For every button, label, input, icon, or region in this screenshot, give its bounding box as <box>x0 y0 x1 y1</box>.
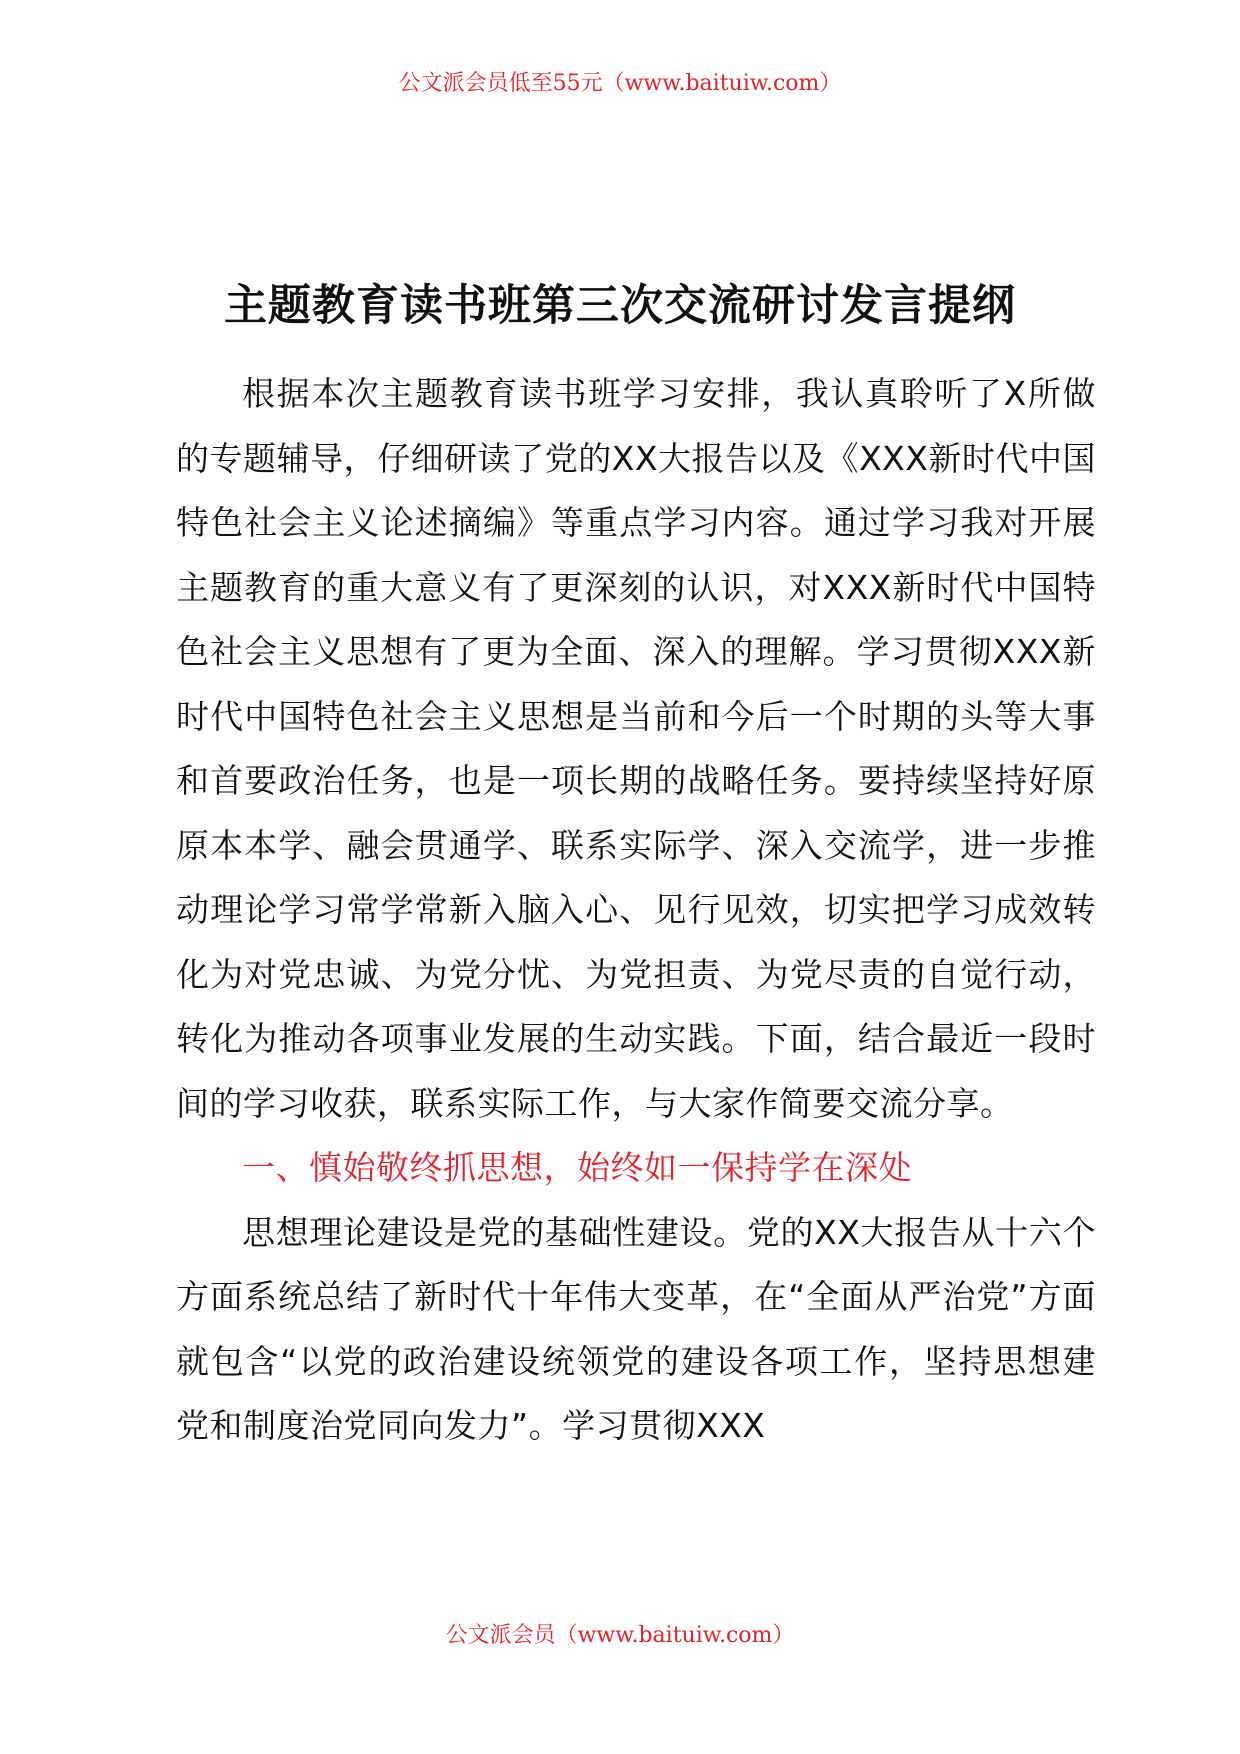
section-heading-1: 一、慎始敬终抓思想，始终如一保持学在深处 <box>242 1148 912 1187</box>
footer-watermark-note: 公文派会员（www.baituiw.com） <box>445 1623 795 1648</box>
document-body <box>176 362 1096 1459</box>
intro-paragraph: 根据本次主题教育读书班学习安排，我认真聆听了X所做的专题辅导，仔细研读了党的XX大报告以及《XXX新时代中国特色社会主义论述摘编》等重点学习内容。通过学习我对开展主题教育的重大意义有了更深刻的认识，对XXX新时代中国特色社会主义思想有了更为全面、深入的理解。学习贯彻XXX新时代中国特色社会主义思想是当前和今后一个时期的头等大事和首要政治任务，也是一项长期的战略任务。要持续坚持好原原本本学、融会贯通学、联系实际学、深入交流学，进一步推动理论学习常学常新入脑入心、见行见效，切实把学习成效转化为对党忠诚、为党分忧、为党担责、为党尽责的自觉行动，转化为推动各项事业发展的生动实践。下面，结合最近一段时间的学习收获，联系实际工作，与大家作简要交流分享。 <box>176 374 1096 1123</box>
document-title: 主题教育读书班第三次交流研讨发言提纲 <box>224 281 1016 331</box>
header-watermark-note: 公文派会员低至55元（www.baituiw.com） <box>398 71 842 96</box>
section-1-paragraph: 思想理论建设是党的基础性建设。党的XX大报告从十六个方面系统总结了新时代十年伟大变革，在“全面从严治党”方面就包含“以党的政治建设统领党的建设各项工作，坚持思想建党和制度治党同向发力”。学习贯彻XXX <box>176 1212 1096 1445</box>
